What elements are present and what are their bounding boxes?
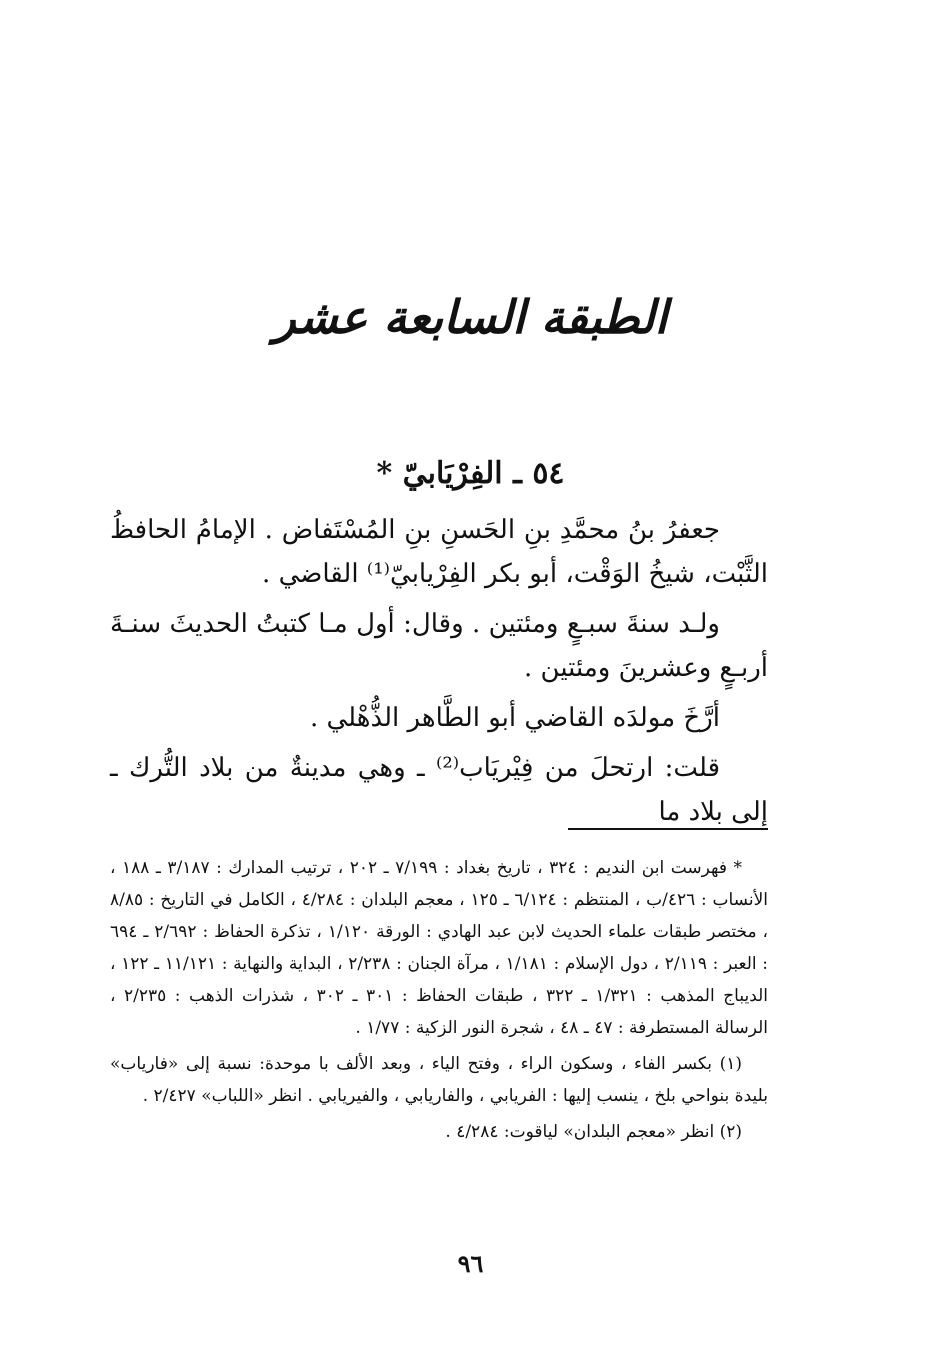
footnotes bbox=[110, 852, 768, 1148]
page-number: ٩٦ bbox=[457, 1249, 484, 1278]
footnote-separator bbox=[568, 828, 768, 830]
entry-paragraph-birth: ولـد سنةَ سبـعٍ ومئتين . وقال: أول مـا كتبتُ الحديثَ سنـةَ أربـعٍ وعشرينَ ومئتين . bbox=[110, 609, 768, 683]
entry-paragraph-travel: قلت: ارتحلَ من فِيْريَاب⁽²⁾ ـ وهي مدينةٌ من بلاد التُّرك ـ إلى بلاد ما bbox=[110, 753, 768, 827]
entry-paragraph-dating: أرَّخَ مولدَه القاضي أبو الطَّاهر الذُّهْلي . bbox=[309, 703, 720, 733]
footnote-sources: * فهرست ابن النديم : ٣٢٤ ، تاريخ بغداد : ٧/١٩٩ ـ ٢٠٢ ، ترتيب المدارك : ٣/١٨٧ ـ ١٨٨ ، الأنساب : ٤٢٦/ب ، المنتظم : ٦/١٢٤ ـ ١٢٥ ، معجم البلدان : ٤/٢٨٤ ، الكامل في التاريخ : ٨/٨٥ ، مختصر طبقات علماء الحديث لابن عبد الهادي : الورقة ١/١٢٠ ، تذكرة الحفاظ : ٢/٦٩٢ ـ ٦٩٤ : العبر : ٢/١١٩ ، دول الإسلام : ١/١٨١ ، مرآة الجنان : ٢/٢٣٨ ، البداية والنهاية : ١١/١٢١ ـ ١٢٢ ، الديباج المذهب : ١/٣٢١ ـ ٣٢٢ ، طبقات الحفاظ : ٣٠١ ـ ٣٠٢ ، شذرات الذهب : ٢/٢٣٥ ، الرسالة المستطرفة : ٤٧ ـ ٤٨ ، شجرة النور الزكية : ١/٧٧ . bbox=[110, 858, 769, 1038]
footnote-1: (١) بكسر الفاء ، وسكون الراء ، وفتح الياء ، وبعد الألف با موحدة: نسبة إلى «فارياب» بليدة بنواحي بلخ ، ينسب إليها : الفريابي ، والفاريابي ، والفيريابي . انظر «اللباب» ٢/٤٢٧ . bbox=[110, 1054, 768, 1106]
entry-paragraph-name: جعفرُ بنُ محمَّدِ بنِ الحَسنِ بنِ المُسْتَفاض . الإمامُ الحافظُ الثَّبْت، شيخُ الوَقْت، أبو بكر الفِرْيابيّ⁽¹⁾ القاضي . bbox=[110, 515, 768, 589]
footnote-2: (٢) انظر «معجم البلدان» لياقوت: ٤/٢٨٤ . bbox=[445, 1122, 742, 1142]
entry-heading: ٥٤ ـ الفِرْيَابيّ * bbox=[376, 456, 565, 491]
section-title: الطبقة السابعة عشر bbox=[273, 290, 668, 344]
entry-body bbox=[110, 508, 768, 834]
